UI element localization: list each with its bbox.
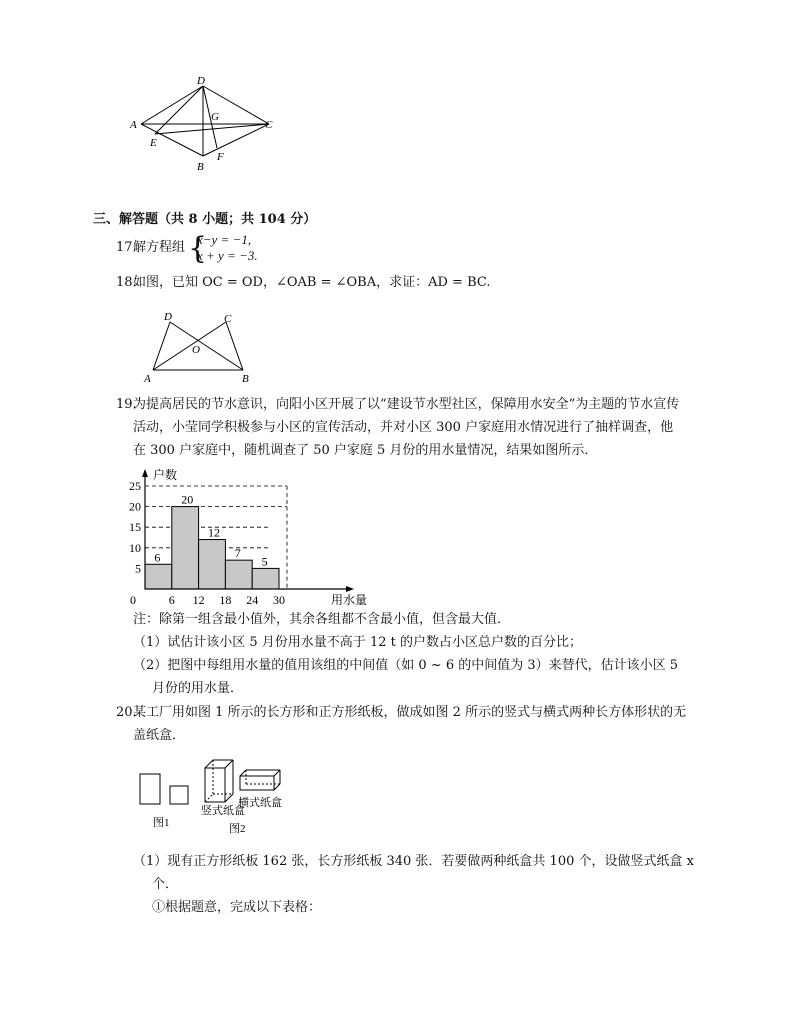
q18-number: 18. bbox=[116, 275, 137, 290]
bar-1 bbox=[172, 507, 199, 589]
q19-line1: 为提高居民的节水意识，向阳小区开展了以“建设节水型社区，保障用水安全”为主题的节水宣传 bbox=[133, 397, 680, 412]
label-B2: B bbox=[242, 373, 249, 385]
bar-label-4: 5 bbox=[261, 554, 268, 569]
q19-sub1: （1）试估计该小区 5 月份用水量不高于 12 t 的户数占小区总户数的百分比； bbox=[133, 635, 582, 650]
y-tick-5: 5 bbox=[135, 561, 141, 576]
bar-3 bbox=[225, 560, 252, 589]
label-D: D bbox=[197, 75, 205, 87]
bar-0 bbox=[145, 564, 172, 589]
q20-number: 20. bbox=[116, 705, 137, 720]
q20-sub1c: ①根据题意，完成以下表格： bbox=[152, 900, 322, 915]
q17-eq2: x + y = −3. bbox=[197, 248, 258, 263]
label-D2: D bbox=[164, 311, 172, 323]
fig2-label: 图2 bbox=[229, 823, 246, 835]
q19-sub2b: 月份的用水量． bbox=[152, 681, 244, 696]
q19-number: 19. bbox=[116, 397, 137, 412]
label-A2: A bbox=[144, 373, 151, 385]
square-board bbox=[170, 786, 188, 804]
q17-text: 解方程组 bbox=[133, 240, 186, 255]
section-title: 三、解答题（共 8 小题；共 104 分） bbox=[93, 212, 317, 227]
q17-eq1: x−y = −1, bbox=[197, 232, 252, 247]
rectangle-board bbox=[140, 774, 160, 804]
bar-4 bbox=[252, 568, 279, 589]
y-tick-25: 25 bbox=[129, 479, 141, 493]
quadrilateral-figure bbox=[125, 72, 285, 172]
x-axis-arrow bbox=[346, 586, 354, 592]
label-F: F bbox=[217, 151, 224, 163]
box-figures bbox=[135, 756, 315, 840]
bar-label-0: 6 bbox=[154, 550, 161, 565]
q20-sub1a: （1）现有正方形纸板 162 张，长方形纸板 340 张．若要做两种纸盒共 100 个，设做竖式纸盒 x bbox=[133, 854, 694, 869]
label-A: A bbox=[130, 119, 137, 131]
x-tick-12: 12 bbox=[192, 593, 205, 607]
q19-line3: 在 300 户家庭中，随机调查了 50 户家庭 5 月份的用水量情况，结果如图所示． bbox=[133, 443, 598, 458]
q20-line2: 盖纸盒． bbox=[133, 728, 186, 743]
label-C2: C bbox=[224, 313, 232, 325]
q19-note: 注：除第一组含最小值外，其余各组都不含最小值，但含最大值． bbox=[133, 612, 511, 627]
triangle-figure bbox=[140, 308, 260, 386]
y-axis-label: 户数 bbox=[153, 468, 178, 482]
label-G: G bbox=[211, 111, 219, 123]
x-axis-label: 用水量 bbox=[331, 593, 368, 607]
system-brace: { bbox=[188, 231, 208, 266]
water-usage-histogram bbox=[125, 465, 385, 610]
q20-sub1b: 个． bbox=[152, 877, 179, 892]
fig1-label: 图1 bbox=[153, 817, 170, 829]
y-tick-15: 15 bbox=[129, 520, 141, 535]
x-tick-30: 30 bbox=[273, 593, 285, 607]
bar-label-3: 7 bbox=[234, 546, 241, 561]
y-axis-arrow bbox=[142, 469, 148, 477]
bar-label-2: 12 bbox=[208, 525, 220, 540]
q19-line2: 活动，小莹同学积极参与小区的宣传活动，并对小区 300 户家庭用水情况进行了抽样调查，他 bbox=[133, 420, 674, 435]
bar-label-1: 20 bbox=[181, 492, 194, 507]
q18-text: 如图，已知 OC = OD，∠OAB = ∠OBA，求证：AD = BC. bbox=[133, 275, 491, 290]
q19-sub2a: （2）把图中每组用水量的值用该组的中间值（如 0 ~ 6 的中间值为 3）来替代，估计该小区 5 bbox=[133, 658, 679, 673]
horizontal-box-drawing bbox=[240, 770, 280, 790]
y-tick-10: 10 bbox=[129, 540, 141, 555]
x-tick-18: 18 bbox=[219, 593, 232, 607]
label-B: B bbox=[197, 161, 204, 172]
x-tick-0: 0 bbox=[130, 593, 136, 607]
y-tick-20: 20 bbox=[129, 499, 141, 514]
x-tick-6: 6 bbox=[168, 593, 175, 607]
label-O: O bbox=[192, 344, 200, 356]
q17-number: 17. bbox=[116, 240, 137, 255]
q20-line1: 某工厂用如图 1 所示的长方形和正方形纸板，做成如图 2 所示的竖式与横式两种长方体形状的无 bbox=[133, 705, 687, 720]
label-E: E bbox=[150, 137, 157, 149]
vertical-box-label: 竖式纸盒 bbox=[201, 805, 245, 817]
x-tick-24: 24 bbox=[246, 593, 259, 607]
bar-2 bbox=[199, 540, 226, 589]
label-C: C bbox=[265, 119, 273, 131]
horizontal-box-label: 横式纸盒 bbox=[238, 797, 282, 809]
vertical-box-drawing bbox=[205, 760, 233, 802]
